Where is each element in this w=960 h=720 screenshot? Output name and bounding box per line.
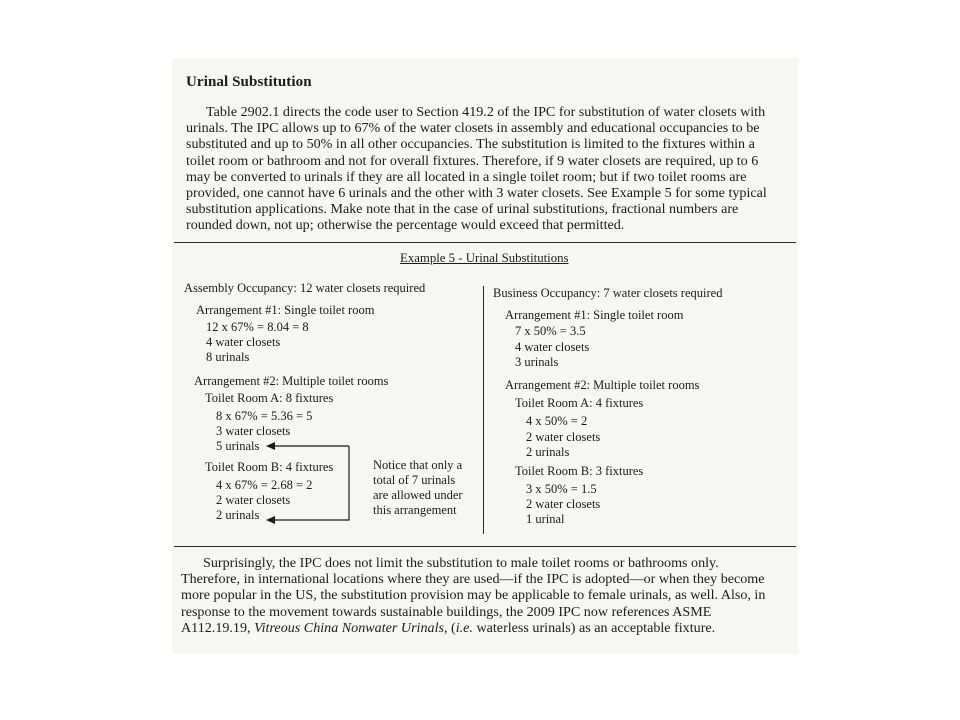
section-heading: Urinal Substitution: [186, 74, 312, 90]
bracket-line: [272, 446, 349, 520]
right-arr1-wc: 4 water closets: [515, 340, 590, 354]
right-roomB-wc: 2 water closets: [526, 497, 601, 511]
paragraph-line: more popular in the US, the substitution provision may be applicable to female urinals, as well. Also, in: [181, 587, 766, 604]
paragraph-line: substituted and up to 50% in all other occupancies. The substitution is limited to the fixtures within a: [186, 136, 755, 153]
note-line: this arrangement: [373, 503, 457, 517]
left-roomB-ur: 2 urinals: [216, 508, 260, 522]
closing-paragraph: [181, 555, 765, 636]
right-roomB-calc: 3 x 50% = 1.5: [526, 482, 597, 496]
right-roomA-ur: 2 urinals: [526, 445, 570, 459]
example-title: Example 5 - Urinal Substitutions: [400, 251, 569, 265]
arrow-left-icon: [266, 516, 275, 524]
left-arr1-label: Arrangement #1: Single toilet room: [196, 303, 375, 317]
left-occupancy: Assembly Occupancy: 12 water closets required: [184, 281, 426, 295]
left-roomB-calc: 4 x 67% = 2.68 = 2: [216, 478, 313, 492]
left-arr1-wc: 4 water closets: [206, 335, 281, 349]
paragraph-line: urinals. The IPC allows up to 67% of the water closets in assembly and educational occupancies to be: [186, 120, 760, 137]
paragraph-line: rounded down, not up; otherwise the percentage would exceed that permitted.: [186, 217, 625, 234]
paragraph-line: substitution applications. Make note that in the case of urinal substitutions, fractional numbers are: [186, 201, 739, 218]
text-run: , (: [443, 619, 456, 636]
paragraph-line: Table 2902.1 directs the code user to Section 419.2 of the IPC for substitution of water closets with: [206, 104, 766, 120]
italic-title: Vitreous China Nonwater Urinals: [254, 619, 444, 636]
paragraph-line: Therefore, in international locations where they are used—if the IPC is adopted—or when they become: [181, 571, 765, 588]
right-roomA-calc: 4 x 50% = 2: [526, 414, 588, 428]
paragraph-line: provided, one cannot have 6 urinals and the other with 3 water closets. See Example 5 for some typical: [186, 185, 767, 202]
paragraph-line: response to the movement towards sustainable buildings, the 2009 IPC now references ASME: [181, 603, 712, 620]
left-roomB-label: Toilet Room B: 4 fixtures: [205, 460, 334, 474]
paragraph-line: [181, 620, 765, 636]
right-arr1-label: Arrangement #1: Single toilet room: [505, 308, 684, 322]
right-roomA-label: Toilet Room A: 4 fixtures: [515, 396, 644, 410]
arrow-left-icon: [266, 442, 275, 450]
paragraph-line: Surprisingly, the IPC does not limit the substitution to male toilet rooms or bathrooms only.: [203, 555, 719, 571]
right-arr2-label: Arrangement #2: Multiple toilet rooms: [505, 378, 700, 392]
note-line: Notice that only a: [373, 458, 463, 472]
text-run: A112.19.19,: [181, 619, 255, 636]
left-roomA-ur: 5 urinals: [216, 439, 260, 453]
right-arr1-calc: 7 x 50% = 3.5: [515, 324, 586, 338]
left-roomA-calc: 8 x 67% = 5.36 = 5: [216, 409, 313, 423]
paragraph-line: may be converted to urinals if they are all located in a single toilet room; but if two toilet rooms are: [186, 168, 747, 185]
left-roomA-wc: 3 water closets: [216, 424, 291, 438]
right-occupancy: Business Occupancy: 7 water closets required: [493, 286, 723, 300]
right-roomA-wc: 2 water closets: [526, 430, 601, 444]
right-roomB-ur: 1 urinal: [526, 512, 565, 526]
italic-abbrev: i.e.: [455, 619, 473, 636]
left-arr1-ur: 8 urinals: [206, 350, 250, 364]
paragraph-line: toilet room or bathroom and not for overall fixtures. Therefore, if 9 water closets are required, up to 6: [186, 152, 759, 169]
left-arr2-label: Arrangement #2: Multiple toilet rooms: [194, 374, 389, 388]
left-roomA-label: Toilet Room A: 8 fixtures: [205, 391, 334, 405]
left-roomB-wc: 2 water closets: [216, 493, 291, 507]
note-line: are allowed under: [373, 488, 463, 502]
note-line: total of 7 urinals: [373, 473, 456, 487]
left-arr1-calc: 12 x 67% = 8.04 = 8: [206, 320, 309, 334]
text-run: waterless urinals) as an acceptable fixture.: [472, 619, 716, 636]
right-arr1-ur: 3 urinals: [515, 355, 559, 369]
right-roomB-label: Toilet Room B: 3 fixtures: [515, 464, 644, 478]
